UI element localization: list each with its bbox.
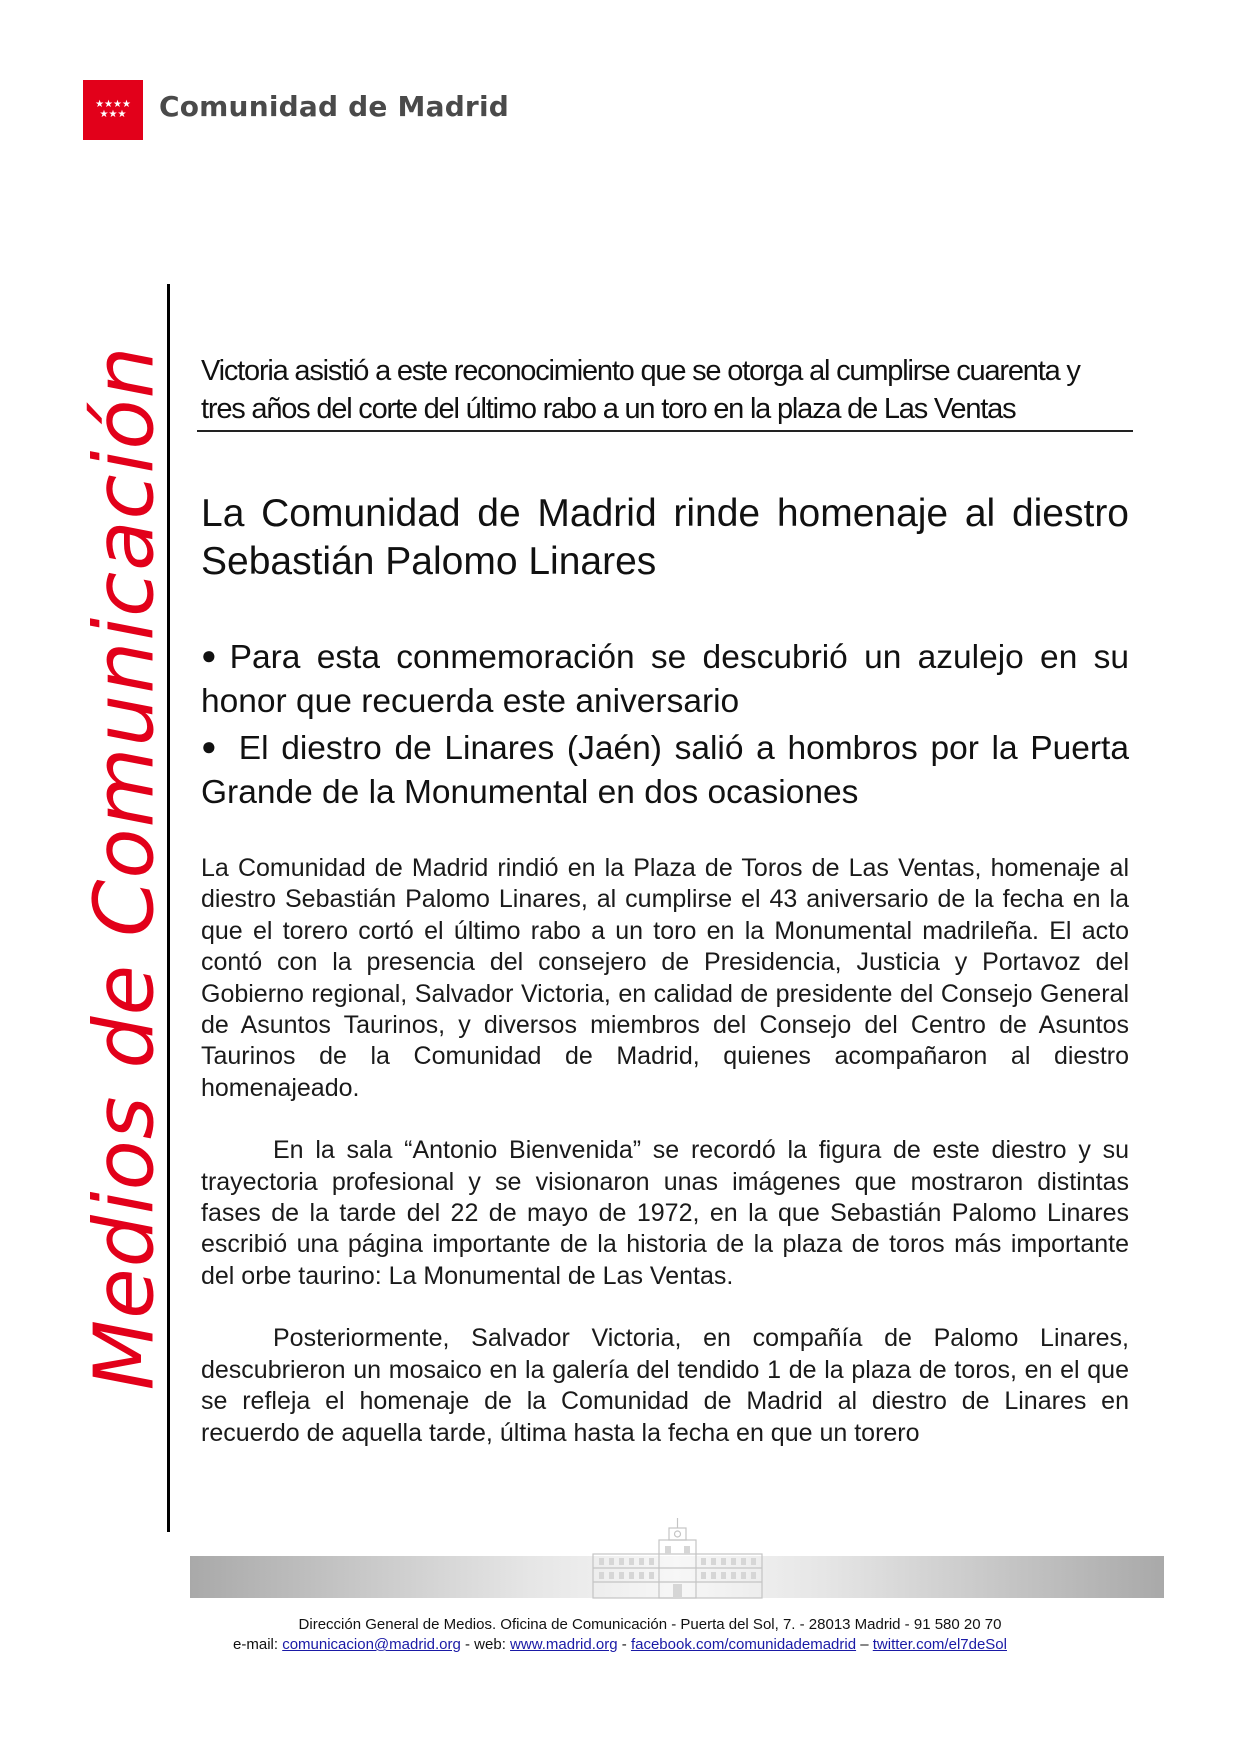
headline: La Comunidad de Madrid rinde homenaje al diestro Sebastián Palomo Linares bbox=[201, 492, 1129, 583]
paragraph: Posteriormente, Salvador Victoria, en compañía de Palomo Linares, descubrieron un mosaico en la galería del tendido 1 de la plaza de toros, en el que se refleja el homenaje de la Comunidad de Madrid al diestro de Linares en recuerdo de aquella tarde, última hasta la fecha en que un torero bbox=[201, 1324, 1129, 1447]
subheadline: Victoria asistió a este reconocimiento que se otorga al cumplirse cuarenta y tres años del corte del último rabo a un toro en la plaza de Las Ventas bbox=[201, 355, 1080, 425]
footer-address: Dirección General de Medios. Oficina de Comunicación - Puerta del Sol, 7. - 28013 Madrid - 91 580 20 70 bbox=[298, 1616, 1002, 1633]
email-link[interactable]: comunicacion@madrid.org bbox=[282, 1636, 461, 1653]
subheadline-divider bbox=[197, 430, 1133, 432]
bullet-item: ● Para esta conmemoración se descubrió un azulejo en su honor que recuerda este aniversario bbox=[201, 639, 1129, 720]
twitter-link[interactable]: twitter.com/el7deSol bbox=[872, 1636, 1007, 1653]
side-label: Medios de Comunicación bbox=[77, 345, 173, 1391]
real-casa-de-correos-building-icon bbox=[585, 1516, 770, 1600]
bullet-item: ● El diestro de Linares (Jaén) salió a hombros por la Puerta Grande de la Monumental en dos ocasiones bbox=[201, 730, 1129, 811]
paragraph: En la sala “Antonio Bienvenida” se recordó la figura de este diestro y su trayectoria profesional y se visionaron unas imágenes que mostraron distintas fases de la tarde del 22 de mayo de 1972, en la que Sebastián Palomo Linares escribió una página importante de la historia de la plaza de toros más importante del orbe taurino: La Monumental de Las Ventas. bbox=[201, 1136, 1129, 1290]
footer-contacts: e-mail: comunicacion@madrid.org - web: www.madrid.org - facebook.com/comunidademadrid – twitter.com/el7deSol bbox=[233, 1636, 1007, 1653]
paragraph: La Comunidad de Madrid rindió en la Plaza de Toros de Las Ventas, homenaje al diestro Sebastián Palomo Linares, al cumplirse el 43 aniversario de la fecha en la que el torero cortó el último rabo a un toro en la Monumental madrileña. El acto contó con la presencia del consejero de Presidencia, Justicia y Portavoz del Gobierno regional, Salvador Victoria, en calidad de presidente del Consejo General de Asuntos Taurinos, y diversos miembros del Consejo del Centro de Asuntos Taurinos de la Comunidad de Madrid, quienes acompañaron al diestro homenajeado. bbox=[201, 854, 1129, 1102]
brand-name: Comunidad de Madrid bbox=[159, 90, 509, 123]
web-link[interactable]: www.madrid.org bbox=[510, 1636, 618, 1653]
bullet-icon: ● bbox=[201, 640, 224, 670]
facebook-link[interactable]: facebook.com/comunidademadrid bbox=[630, 1636, 857, 1653]
bullet-icon: ● bbox=[201, 731, 221, 761]
bullet-list bbox=[201, 633, 1129, 815]
madrid-flag-seven-stars-icon: ★★★★ ★★★ bbox=[83, 80, 143, 140]
article-body bbox=[201, 853, 1129, 1480]
